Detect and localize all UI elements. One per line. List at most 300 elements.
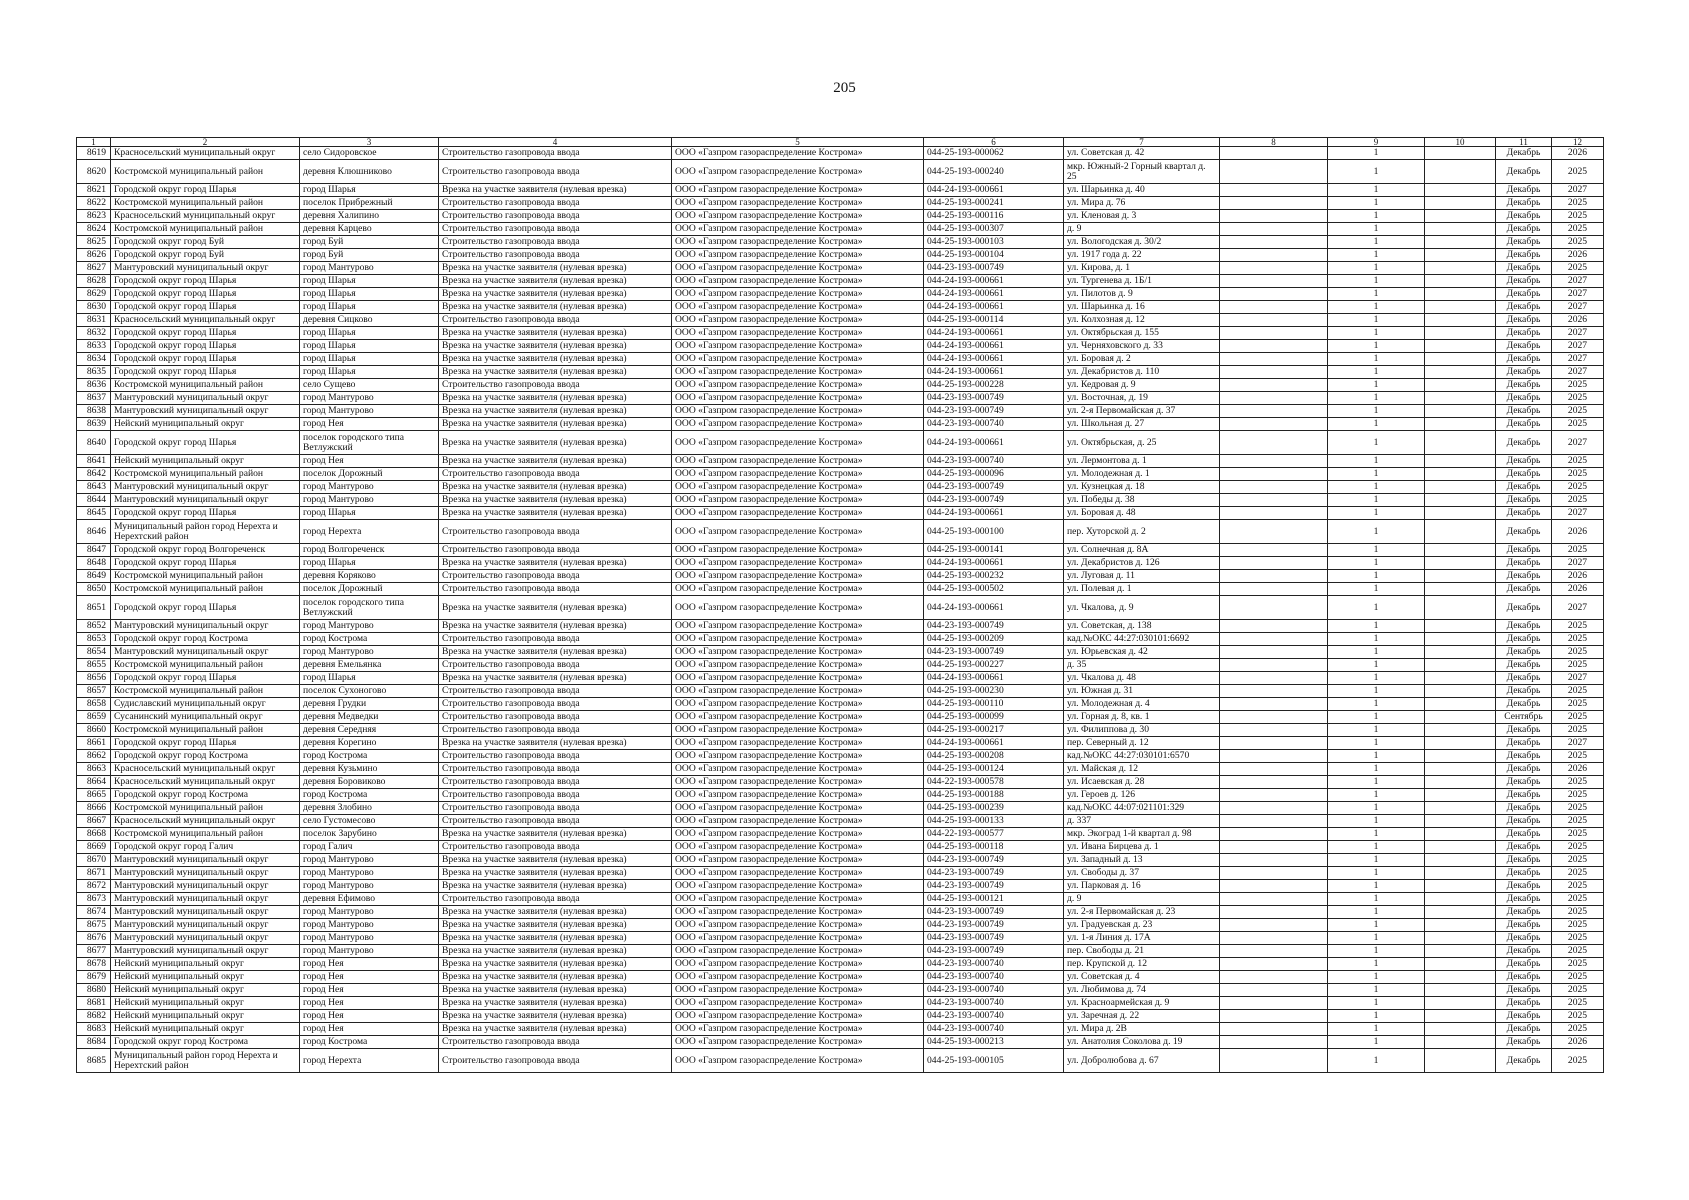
cell-col-district: Костромской муниципальный район xyxy=(111,802,300,815)
table-row xyxy=(77,275,1604,288)
cell-col-month: Декабрь xyxy=(1496,1023,1552,1036)
cell-col-month: Декабрь xyxy=(1496,906,1552,919)
cell-col-year: 2025 xyxy=(1552,544,1604,557)
cell-col-count: 1 xyxy=(1328,659,1425,672)
cell-col-count: 1 xyxy=(1328,184,1425,197)
cell-col-8 xyxy=(1220,620,1328,633)
cell-col-year: 2025 xyxy=(1552,685,1604,698)
cell-col-year: 2027 xyxy=(1552,507,1604,520)
table-row xyxy=(77,737,1604,750)
cell-col-district: Городской округ город Кострома xyxy=(111,750,300,763)
cell-col-work-type: Врезка на участке заявителя (нулевая врезка) xyxy=(439,262,672,275)
cell-col-number: 8654 xyxy=(77,646,111,659)
cell-col-locality: город Мантурово xyxy=(300,945,439,958)
cell-col-code: 044-23-193-000740 xyxy=(924,418,1064,431)
cell-col-8 xyxy=(1220,854,1328,867)
cell-col-number: 8677 xyxy=(77,945,111,958)
cell-col-address: пер. Свободы д. 21 xyxy=(1064,945,1220,958)
cell-col-organization: ООО «Газпром газораспределение Кострома» xyxy=(672,698,924,711)
cell-col-count: 1 xyxy=(1328,418,1425,431)
table-row xyxy=(77,481,1604,494)
cell-col-code: 044-25-193-000217 xyxy=(924,724,1064,737)
cell-col-work-type: Врезка на участке заявителя (нулевая врезка) xyxy=(439,340,672,353)
cell-col-address: ул. Ивана Бирцева д. 1 xyxy=(1064,841,1220,854)
cell-col-8 xyxy=(1220,379,1328,392)
cell-col-8 xyxy=(1220,262,1328,275)
cell-col-10 xyxy=(1425,431,1496,455)
cell-col-month: Декабрь xyxy=(1496,763,1552,776)
cell-col-8 xyxy=(1220,570,1328,583)
cell-col-code: 044-25-193-000228 xyxy=(924,379,1064,392)
cell-col-count: 1 xyxy=(1328,314,1425,327)
cell-col-8 xyxy=(1220,763,1328,776)
cell-col-locality: деревня Коряково xyxy=(300,570,439,583)
cell-col-8 xyxy=(1220,685,1328,698)
cell-col-address: ул. 2-я Первомайская д. 23 xyxy=(1064,906,1220,919)
cell-col-8 xyxy=(1220,893,1328,906)
cell-col-work-type: Врезка на участке заявителя (нулевая врезка) xyxy=(439,958,672,971)
cell-col-month: Декабрь xyxy=(1496,919,1552,932)
cell-col-locality: город Буй xyxy=(300,249,439,262)
cell-col-work-type: Врезка на участке заявителя (нулевая врезка) xyxy=(439,184,672,197)
cell-col-number: 8674 xyxy=(77,906,111,919)
header-col-10: 10 xyxy=(1425,138,1496,147)
cell-col-locality: город Мантурово xyxy=(300,392,439,405)
cell-col-work-type: Строительство газопровода ввода xyxy=(439,210,672,223)
cell-col-organization: ООО «Газпром газораспределение Кострома» xyxy=(672,841,924,854)
table-row xyxy=(77,698,1604,711)
cell-col-8 xyxy=(1220,646,1328,659)
cell-col-number: 8662 xyxy=(77,750,111,763)
cell-col-count: 1 xyxy=(1328,997,1425,1010)
table-row xyxy=(77,596,1604,620)
cell-col-number: 8671 xyxy=(77,867,111,880)
cell-col-district: Костромской муниципальный район xyxy=(111,468,300,481)
cell-col-10 xyxy=(1425,737,1496,750)
cell-col-10 xyxy=(1425,958,1496,971)
cell-col-code: 044-24-193-000661 xyxy=(924,507,1064,520)
cell-col-10 xyxy=(1425,223,1496,236)
cell-col-count: 1 xyxy=(1328,620,1425,633)
cell-col-year: 2025 xyxy=(1552,932,1604,945)
cell-col-address: ул. Боровая д. 2 xyxy=(1064,353,1220,366)
cell-col-8 xyxy=(1220,583,1328,596)
cell-col-locality: город Нея xyxy=(300,455,439,468)
cell-col-8 xyxy=(1220,958,1328,971)
cell-col-month: Декабрь xyxy=(1496,659,1552,672)
cell-col-count: 1 xyxy=(1328,249,1425,262)
cell-col-10 xyxy=(1425,405,1496,418)
cell-col-number: 8624 xyxy=(77,223,111,236)
cell-col-code: 044-25-193-000096 xyxy=(924,468,1064,481)
cell-col-number: 8656 xyxy=(77,672,111,685)
cell-col-code: 044-23-193-000740 xyxy=(924,455,1064,468)
cell-col-address: ул. Черняховского д. 33 xyxy=(1064,340,1220,353)
cell-col-locality: деревня Клюшниково xyxy=(300,160,439,184)
cell-col-month: Декабрь xyxy=(1496,997,1552,1010)
cell-col-year: 2025 xyxy=(1552,455,1604,468)
table-row xyxy=(77,262,1604,275)
cell-col-number: 8652 xyxy=(77,620,111,633)
table-row xyxy=(77,620,1604,633)
cell-col-work-type: Врезка на участке заявителя (нулевая врезка) xyxy=(439,353,672,366)
cell-col-year: 2027 xyxy=(1552,737,1604,750)
cell-col-month: Декабрь xyxy=(1496,494,1552,507)
cell-col-year: 2027 xyxy=(1552,288,1604,301)
cell-col-address: ул. Исаевская д. 28 xyxy=(1064,776,1220,789)
cell-col-10 xyxy=(1425,1036,1496,1049)
cell-col-10 xyxy=(1425,392,1496,405)
table-row xyxy=(77,815,1604,828)
cell-col-year: 2027 xyxy=(1552,431,1604,455)
cell-col-locality: деревня Медведки xyxy=(300,711,439,724)
cell-col-locality: город Мантурово xyxy=(300,932,439,945)
cell-col-code: 044-24-193-000661 xyxy=(924,431,1064,455)
cell-col-locality: город Мантурово xyxy=(300,880,439,893)
cell-col-month: Декабрь xyxy=(1496,1036,1552,1049)
cell-col-count: 1 xyxy=(1328,160,1425,184)
cell-col-10 xyxy=(1425,867,1496,880)
cell-col-code: 044-25-193-000116 xyxy=(924,210,1064,223)
cell-col-year: 2025 xyxy=(1552,1023,1604,1036)
cell-col-address: ул. Шарьинка д. 40 xyxy=(1064,184,1220,197)
cell-col-10 xyxy=(1425,481,1496,494)
cell-col-district: Нейский муниципальный округ xyxy=(111,455,300,468)
cell-col-locality: деревня Корегино xyxy=(300,737,439,750)
cell-col-10 xyxy=(1425,262,1496,275)
cell-col-locality: город Мантурово xyxy=(300,494,439,507)
cell-col-work-type: Строительство газопровода ввода xyxy=(439,160,672,184)
table-row xyxy=(77,763,1604,776)
cell-col-address: ул. Филиппова д. 30 xyxy=(1064,724,1220,737)
cell-col-number: 8679 xyxy=(77,971,111,984)
cell-col-locality: поселок Зарубино xyxy=(300,828,439,841)
cell-col-code: 044-25-193-000100 xyxy=(924,520,1064,544)
cell-col-year: 2027 xyxy=(1552,327,1604,340)
cell-col-year: 2025 xyxy=(1552,802,1604,815)
cell-col-8 xyxy=(1220,802,1328,815)
cell-col-count: 1 xyxy=(1328,223,1425,236)
cell-col-work-type: Строительство газопровода ввода xyxy=(439,763,672,776)
cell-col-count: 1 xyxy=(1328,906,1425,919)
cell-col-8 xyxy=(1220,160,1328,184)
cell-col-10 xyxy=(1425,1023,1496,1036)
cell-col-address: ул. Победы д. 38 xyxy=(1064,494,1220,507)
cell-col-code: 044-22-193-000577 xyxy=(924,828,1064,841)
cell-col-work-type: Строительство газопровода ввода xyxy=(439,1049,672,1073)
cell-col-10 xyxy=(1425,659,1496,672)
cell-col-count: 1 xyxy=(1328,841,1425,854)
cell-col-code: 044-23-193-000749 xyxy=(924,262,1064,275)
cell-col-district: Мантуровский муниципальный округ xyxy=(111,932,300,945)
cell-col-address: ул. Солнечная д. 8А xyxy=(1064,544,1220,557)
cell-col-district: Городской округ город Кострома xyxy=(111,789,300,802)
cell-col-8 xyxy=(1220,468,1328,481)
table-row xyxy=(77,197,1604,210)
cell-col-8 xyxy=(1220,494,1328,507)
table-row xyxy=(77,314,1604,327)
cell-col-month: Декабрь xyxy=(1496,275,1552,288)
cell-col-number: 8680 xyxy=(77,984,111,997)
cell-col-10 xyxy=(1425,275,1496,288)
cell-col-district: Мантуровский муниципальный округ xyxy=(111,867,300,880)
cell-col-10 xyxy=(1425,520,1496,544)
cell-col-work-type: Врезка на участке заявителя (нулевая врезка) xyxy=(439,932,672,945)
cell-col-count: 1 xyxy=(1328,455,1425,468)
cell-col-organization: ООО «Газпром газораспределение Кострома» xyxy=(672,596,924,620)
cell-col-address: д. 9 xyxy=(1064,893,1220,906)
cell-col-month: Декабрь xyxy=(1496,405,1552,418)
header-col-8: 8 xyxy=(1220,138,1328,147)
table-row xyxy=(77,210,1604,223)
table-row xyxy=(77,366,1604,379)
cell-col-organization: ООО «Газпром газораспределение Кострома» xyxy=(672,971,924,984)
cell-col-10 xyxy=(1425,802,1496,815)
cell-col-organization: ООО «Газпром газораспределение Кострома» xyxy=(672,711,924,724)
cell-col-locality: деревня Ефимово xyxy=(300,893,439,906)
cell-col-district: Мантуровский муниципальный округ xyxy=(111,893,300,906)
cell-col-code: 044-25-193-000124 xyxy=(924,763,1064,776)
cell-col-district: Муниципальный район город Нерехта и Нерехтский район xyxy=(111,520,300,544)
cell-col-10 xyxy=(1425,379,1496,392)
cell-col-work-type: Врезка на участке заявителя (нулевая врезка) xyxy=(439,828,672,841)
cell-col-work-type: Строительство газопровода ввода xyxy=(439,776,672,789)
cell-col-locality: город Кострома xyxy=(300,750,439,763)
table-row xyxy=(77,418,1604,431)
cell-col-organization: ООО «Газпром газораспределение Кострома» xyxy=(672,392,924,405)
cell-col-8 xyxy=(1220,301,1328,314)
cell-col-count: 1 xyxy=(1328,583,1425,596)
cell-col-organization: ООО «Газпром газораспределение Кострома» xyxy=(672,494,924,507)
cell-col-district: Мантуровский муниципальный округ xyxy=(111,906,300,919)
cell-col-count: 1 xyxy=(1328,854,1425,867)
cell-col-address: ул. Горная д. 8, кв. 1 xyxy=(1064,711,1220,724)
cell-col-number: 8645 xyxy=(77,507,111,520)
cell-col-year: 2027 xyxy=(1552,340,1604,353)
cell-col-address: кад.№ОКС 44:07:021101:329 xyxy=(1064,802,1220,815)
cell-col-10 xyxy=(1425,494,1496,507)
cell-col-locality: поселок городского типа Ветлужский xyxy=(300,596,439,620)
cell-col-locality: город Нерехта xyxy=(300,1049,439,1073)
cell-col-8 xyxy=(1220,1036,1328,1049)
cell-col-code: 044-24-193-000661 xyxy=(924,737,1064,750)
cell-col-address: ул. Боровая д. 48 xyxy=(1064,507,1220,520)
cell-col-count: 1 xyxy=(1328,685,1425,698)
cell-col-code: 044-25-193-000105 xyxy=(924,1049,1064,1073)
cell-col-year: 2025 xyxy=(1552,919,1604,932)
cell-col-month: Декабрь xyxy=(1496,520,1552,544)
table-row xyxy=(77,646,1604,659)
cell-col-month: Декабрь xyxy=(1496,698,1552,711)
cell-col-number: 8626 xyxy=(77,249,111,262)
cell-col-8 xyxy=(1220,544,1328,557)
cell-col-10 xyxy=(1425,919,1496,932)
cell-col-locality: город Шарья xyxy=(300,366,439,379)
cell-col-address: ул. Парковая д. 16 xyxy=(1064,880,1220,893)
cell-col-8 xyxy=(1220,659,1328,672)
cell-col-locality: город Нея xyxy=(300,997,439,1010)
cell-col-10 xyxy=(1425,776,1496,789)
cell-col-number: 8625 xyxy=(77,236,111,249)
cell-col-address: ул. Советская д. 4 xyxy=(1064,971,1220,984)
cell-col-count: 1 xyxy=(1328,945,1425,958)
cell-col-month: Сентябрь xyxy=(1496,711,1552,724)
cell-col-code: 044-25-193-000239 xyxy=(924,802,1064,815)
cell-col-8 xyxy=(1220,405,1328,418)
cell-col-year: 2025 xyxy=(1552,392,1604,405)
table-row xyxy=(77,854,1604,867)
cell-col-locality: село Сущево xyxy=(300,379,439,392)
table-row xyxy=(77,160,1604,184)
cell-col-month: Декабрь xyxy=(1496,147,1552,160)
cell-col-district: Городской округ город Буй xyxy=(111,249,300,262)
cell-col-address: ул. Кузнецкая д. 18 xyxy=(1064,481,1220,494)
cell-col-10 xyxy=(1425,210,1496,223)
cell-col-number: 8658 xyxy=(77,698,111,711)
cell-col-locality: село Густомесово xyxy=(300,815,439,828)
header-col-code: 6 xyxy=(924,138,1064,147)
cell-col-work-type: Строительство газопровода ввода xyxy=(439,789,672,802)
table-row xyxy=(77,802,1604,815)
table-row xyxy=(77,1049,1604,1073)
table-row xyxy=(77,750,1604,763)
cell-col-8 xyxy=(1220,971,1328,984)
table-row xyxy=(77,724,1604,737)
cell-col-8 xyxy=(1220,711,1328,724)
cell-col-10 xyxy=(1425,544,1496,557)
cell-col-district: Городской округ город Шарья xyxy=(111,340,300,353)
table-row xyxy=(77,570,1604,583)
cell-col-work-type: Строительство газопровода ввода xyxy=(439,314,672,327)
table-row xyxy=(77,249,1604,262)
cell-col-code: 044-25-193-000099 xyxy=(924,711,1064,724)
cell-col-district: Костромской муниципальный район xyxy=(111,659,300,672)
cell-col-locality: город Нерехта xyxy=(300,520,439,544)
cell-col-year: 2025 xyxy=(1552,945,1604,958)
cell-col-district: Костромской муниципальный район xyxy=(111,379,300,392)
cell-col-number: 8655 xyxy=(77,659,111,672)
cell-col-organization: ООО «Газпром газораспределение Кострома» xyxy=(672,353,924,366)
cell-col-number: 8640 xyxy=(77,431,111,455)
cell-col-code: 044-24-193-000661 xyxy=(924,672,1064,685)
cell-col-work-type: Врезка на участке заявителя (нулевая врезка) xyxy=(439,984,672,997)
cell-col-address: ул. Кирова, д. 1 xyxy=(1064,262,1220,275)
cell-col-10 xyxy=(1425,249,1496,262)
cell-col-8 xyxy=(1220,223,1328,236)
cell-col-locality: поселок Дорожный xyxy=(300,583,439,596)
cell-col-locality: город Шарья xyxy=(300,327,439,340)
cell-col-count: 1 xyxy=(1328,1036,1425,1049)
cell-col-8 xyxy=(1220,997,1328,1010)
cell-col-month: Декабрь xyxy=(1496,223,1552,236)
cell-col-number: 8657 xyxy=(77,685,111,698)
table-row xyxy=(77,971,1604,984)
cell-col-year: 2025 xyxy=(1552,160,1604,184)
cell-col-year: 2025 xyxy=(1552,468,1604,481)
cell-col-work-type: Врезка на участке заявителя (нулевая врезка) xyxy=(439,366,672,379)
cell-col-count: 1 xyxy=(1328,262,1425,275)
cell-col-locality: город Шарья xyxy=(300,184,439,197)
cell-col-8 xyxy=(1220,1049,1328,1073)
cell-col-address: ул. Майская д. 12 xyxy=(1064,763,1220,776)
cell-col-month: Декабрь xyxy=(1496,570,1552,583)
cell-col-10 xyxy=(1425,1049,1496,1073)
cell-col-number: 8659 xyxy=(77,711,111,724)
cell-col-work-type: Врезка на участке заявителя (нулевая врезка) xyxy=(439,880,672,893)
cell-col-code: 044-24-193-000661 xyxy=(924,557,1064,570)
cell-col-locality: город Мантурово xyxy=(300,620,439,633)
cell-col-work-type: Строительство газопровода ввода xyxy=(439,379,672,392)
table-row xyxy=(77,223,1604,236)
cell-col-work-type: Врезка на участке заявителя (нулевая врезка) xyxy=(439,997,672,1010)
cell-col-number: 8681 xyxy=(77,997,111,1010)
cell-col-district: Городской округ город Шарья xyxy=(111,275,300,288)
cell-col-organization: ООО «Газпром газораспределение Кострома» xyxy=(672,815,924,828)
table-row xyxy=(77,544,1604,557)
cell-col-code: 044-25-193-000208 xyxy=(924,750,1064,763)
cell-col-year: 2025 xyxy=(1552,1010,1604,1023)
table-row xyxy=(77,1023,1604,1036)
cell-col-count: 1 xyxy=(1328,867,1425,880)
cell-col-organization: ООО «Газпром газораспределение Кострома» xyxy=(672,366,924,379)
cell-col-code: 044-24-193-000661 xyxy=(924,327,1064,340)
cell-col-count: 1 xyxy=(1328,646,1425,659)
cell-col-8 xyxy=(1220,776,1328,789)
cell-col-number: 8673 xyxy=(77,893,111,906)
cell-col-district: Городской округ город Шарья xyxy=(111,288,300,301)
cell-col-work-type: Врезка на участке заявителя (нулевая врезка) xyxy=(439,557,672,570)
cell-col-address: ул. 1-я Линия д. 17А xyxy=(1064,932,1220,945)
cell-col-count: 1 xyxy=(1328,366,1425,379)
cell-col-number: 8676 xyxy=(77,932,111,945)
cell-col-code: 044-23-193-000740 xyxy=(924,1023,1064,1036)
cell-col-district: Нейский муниципальный округ xyxy=(111,984,300,997)
cell-col-count: 1 xyxy=(1328,210,1425,223)
cell-col-count: 1 xyxy=(1328,147,1425,160)
cell-col-work-type: Врезка на участке заявителя (нулевая врезка) xyxy=(439,971,672,984)
cell-col-10 xyxy=(1425,1010,1496,1023)
cell-col-count: 1 xyxy=(1328,197,1425,210)
table-row xyxy=(77,327,1604,340)
cell-col-count: 1 xyxy=(1328,776,1425,789)
cell-col-count: 1 xyxy=(1328,507,1425,520)
cell-col-code: 044-25-193-000502 xyxy=(924,583,1064,596)
cell-col-8 xyxy=(1220,520,1328,544)
cell-col-organization: ООО «Газпром газораспределение Кострома» xyxy=(672,958,924,971)
cell-col-number: 8685 xyxy=(77,1049,111,1073)
cell-col-organization: ООО «Газпром газораспределение Кострома» xyxy=(672,262,924,275)
cell-col-8 xyxy=(1220,557,1328,570)
cell-col-organization: ООО «Газпром газораспределение Кострома» xyxy=(672,405,924,418)
cell-col-code: 044-23-193-000740 xyxy=(924,958,1064,971)
cell-col-organization: ООО «Газпром газораспределение Кострома» xyxy=(672,854,924,867)
cell-col-month: Декабрь xyxy=(1496,301,1552,314)
cell-col-year: 2027 xyxy=(1552,596,1604,620)
cell-col-number: 8684 xyxy=(77,1036,111,1049)
cell-col-code: 044-23-193-000749 xyxy=(924,646,1064,659)
cell-col-count: 1 xyxy=(1328,340,1425,353)
cell-col-number: 8628 xyxy=(77,275,111,288)
cell-col-count: 1 xyxy=(1328,880,1425,893)
cell-col-organization: ООО «Газпром газораспределение Кострома» xyxy=(672,147,924,160)
cell-col-district: Городской округ город Шарья xyxy=(111,507,300,520)
cell-col-organization: ООО «Газпром газораспределение Кострома» xyxy=(672,520,924,544)
cell-col-address: ул. Кедровая д. 9 xyxy=(1064,379,1220,392)
cell-col-work-type: Строительство газопровода ввода xyxy=(439,520,672,544)
cell-col-address: ул. Кленовая д. 3 xyxy=(1064,210,1220,223)
cell-col-8 xyxy=(1220,724,1328,737)
cell-col-district: Мантуровский муниципальный округ xyxy=(111,620,300,633)
